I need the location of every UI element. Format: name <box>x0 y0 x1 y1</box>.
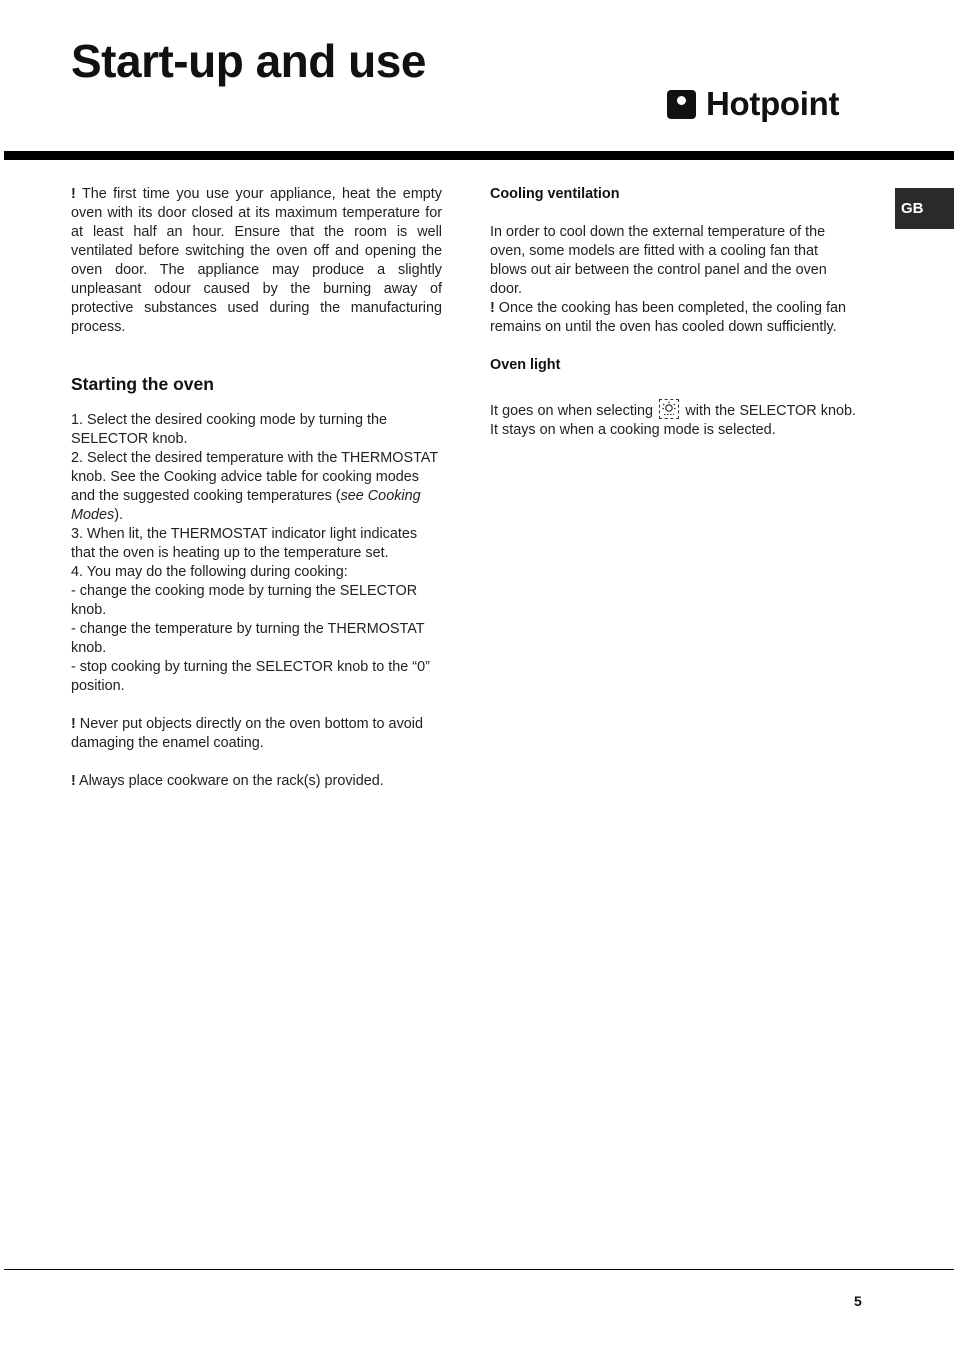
cooling-ventilation-heading: Cooling ventilation <box>490 186 620 202</box>
oven-light-text-before: It goes on when selecting <box>490 403 658 419</box>
warning-mark: ! <box>71 716 76 732</box>
step-2 <box>71 449 442 525</box>
step-1: 1. Select the desired cooking mode by turning the SELECTOR knob. <box>71 412 387 447</box>
brand-name: Hotpoint <box>706 85 840 122</box>
cooling-note-text: Once the cooking has been completed, the cooling fan remains on until the oven has cooled down sufficiently. <box>490 300 847 335</box>
step-2-reference: see Cooking Modes <box>71 488 421 523</box>
intro-text: The first time you use your appliance, heat the empty oven with its door closed at its maximum temperature for at least half an hour. Ensure that the room is well ventilated before switching the oven off and opening the oven door. The appliance may produce a slightly unpleasant odour caused by the burning away of protective substances used during the manufacturing process. <box>71 186 442 335</box>
warning-cookware <box>71 772 442 791</box>
hotpoint-logo <box>667 84 839 124</box>
cooling-note-mark: ! <box>490 300 495 316</box>
step-4-option-mode: - change the cooking mode by turning the SELECTOR knob. <box>71 583 418 618</box>
language-tab-label: GB <box>901 200 924 217</box>
warning-cookware-text: Always place cookware on the rack(s) provided. <box>75 773 384 789</box>
step-2-close: ). <box>114 507 123 523</box>
page-title: Start-up and use <box>71 35 426 87</box>
left-column <box>71 185 442 791</box>
language-tab <box>895 188 954 229</box>
footer-rule <box>4 1269 954 1270</box>
oven-light-icon <box>659 399 679 419</box>
page-number: 5 <box>854 1293 862 1309</box>
oven-light-text-after: with the SELECTOR knob. It stays on when a cooking mode is selected. <box>490 403 856 438</box>
warning-mark: ! <box>71 773 76 789</box>
cooling-ventilation-text: In order to cool down the external temperature of the oven, some models are fitted with a cooling fan that blows out air between the control panel and the oven door. <box>490 224 827 297</box>
step-4-option-stop: - stop cooking by turning the SELECTOR knob to the “0” position. <box>71 659 430 694</box>
warning-oven-bottom-text: Never put objects directly on the oven bottom to avoid damaging the enamel coating. <box>71 716 423 751</box>
oven-light-text <box>490 399 856 440</box>
cooling-note <box>490 299 856 337</box>
step-4-option-temperature: - change the temperature by turning the THERMOSTAT knob. <box>71 621 425 656</box>
hotpoint-logo-mark-icon <box>667 90 696 119</box>
step-3: 3. When lit, the THERMOSTAT indicator light indicates that the oven is heating up to the temperature set. <box>71 526 418 561</box>
starting-oven-heading: Starting the oven <box>71 374 214 394</box>
warning-oven-bottom <box>71 715 442 753</box>
intro-paragraph <box>71 185 442 337</box>
step-4: 4. You may do the following during cooking: <box>71 564 348 580</box>
step-2-text: 2. Select the desired temperature with the THERMOSTAT knob. See the Cooking advice table for cooking modes and the suggested cooking temperatures ( <box>71 450 438 504</box>
intro-warning-mark: ! <box>71 186 76 202</box>
header-rule <box>4 151 954 160</box>
right-column <box>490 185 856 440</box>
oven-light-heading: Oven light <box>490 357 561 373</box>
